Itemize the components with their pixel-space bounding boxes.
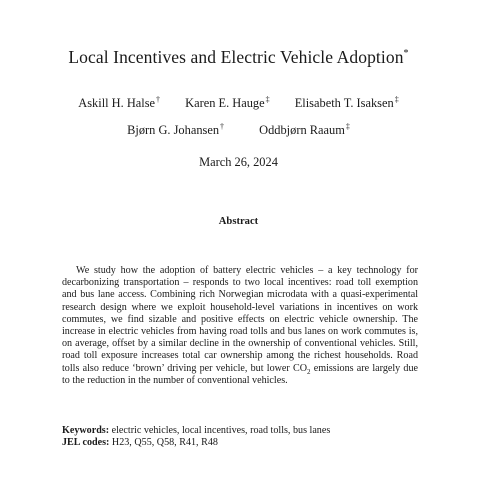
author-johansen <box>127 123 224 138</box>
author-raaum <box>259 123 350 138</box>
author-hauge <box>185 96 269 111</box>
author-name: Askill H. Halse <box>78 96 156 110</box>
author-affiliation-mark: ‡ <box>265 94 270 104</box>
author-name: Oddbjørn Raaum <box>259 123 345 137</box>
author-row-1 <box>0 96 477 111</box>
keywords-label: Keywords: <box>62 425 110 436</box>
abstract-heading: Abstract <box>218 216 259 227</box>
author-row-2 <box>0 123 477 138</box>
keywords-line <box>62 425 442 437</box>
jel-codes-line <box>62 437 442 449</box>
paper-title-text: Local Incentives and Electric Vehicle Adoption <box>68 47 404 67</box>
abstract-text: We study how the adoption of battery electric vehicles – a key technology for decarbonizing transportation – responds to two local incentives: road toll exemption and bus lane access. Combining rich Norwegian microdata with a quasi-experimental research design where we exploit household-level variations in incentives on work commutes, we find sizable and positive effects on electric vehicle ownership. The increase in electric vehicles from having road tolls and bus lanes on work commutes is, on average, offset by a similar decline in the ownership of conventional vehicles. Still, road toll exposure increases total car ownership among the richest households. Road tolls also reduce ‘brown’ driving per vehicle, but lower CO <box>62 265 418 374</box>
keywords-value: electric vehicles, local incentives, road tolls, bus lanes <box>111 425 331 436</box>
abstract-text-end: emissions are largely due to the reduction in the number of conventional vehicles. <box>62 362 418 386</box>
author-name: Bjørn G. Johansen <box>127 123 220 137</box>
jel-codes-label: JEL codes: <box>62 437 110 448</box>
author-affiliation-mark: ‡ <box>345 121 350 131</box>
author-isaksen <box>295 96 399 111</box>
author-name: Elisabeth T. Isaksen <box>294 96 394 110</box>
paper-date: March 26, 2024 <box>199 155 278 169</box>
author-affiliation-mark: ‡ <box>394 94 399 104</box>
author-halse <box>78 96 160 111</box>
author-affiliation-mark: † <box>156 94 161 104</box>
author-name: Karen E. Hauge <box>185 96 265 110</box>
title-footnote-mark: * <box>403 48 409 60</box>
paper-title <box>0 47 477 68</box>
jel-codes-value: H23, Q55, Q58, R41, R48 <box>111 437 218 448</box>
abstract-body <box>62 265 418 387</box>
author-affiliation-mark: † <box>220 121 225 131</box>
co2-subscript: 2 <box>307 367 311 376</box>
